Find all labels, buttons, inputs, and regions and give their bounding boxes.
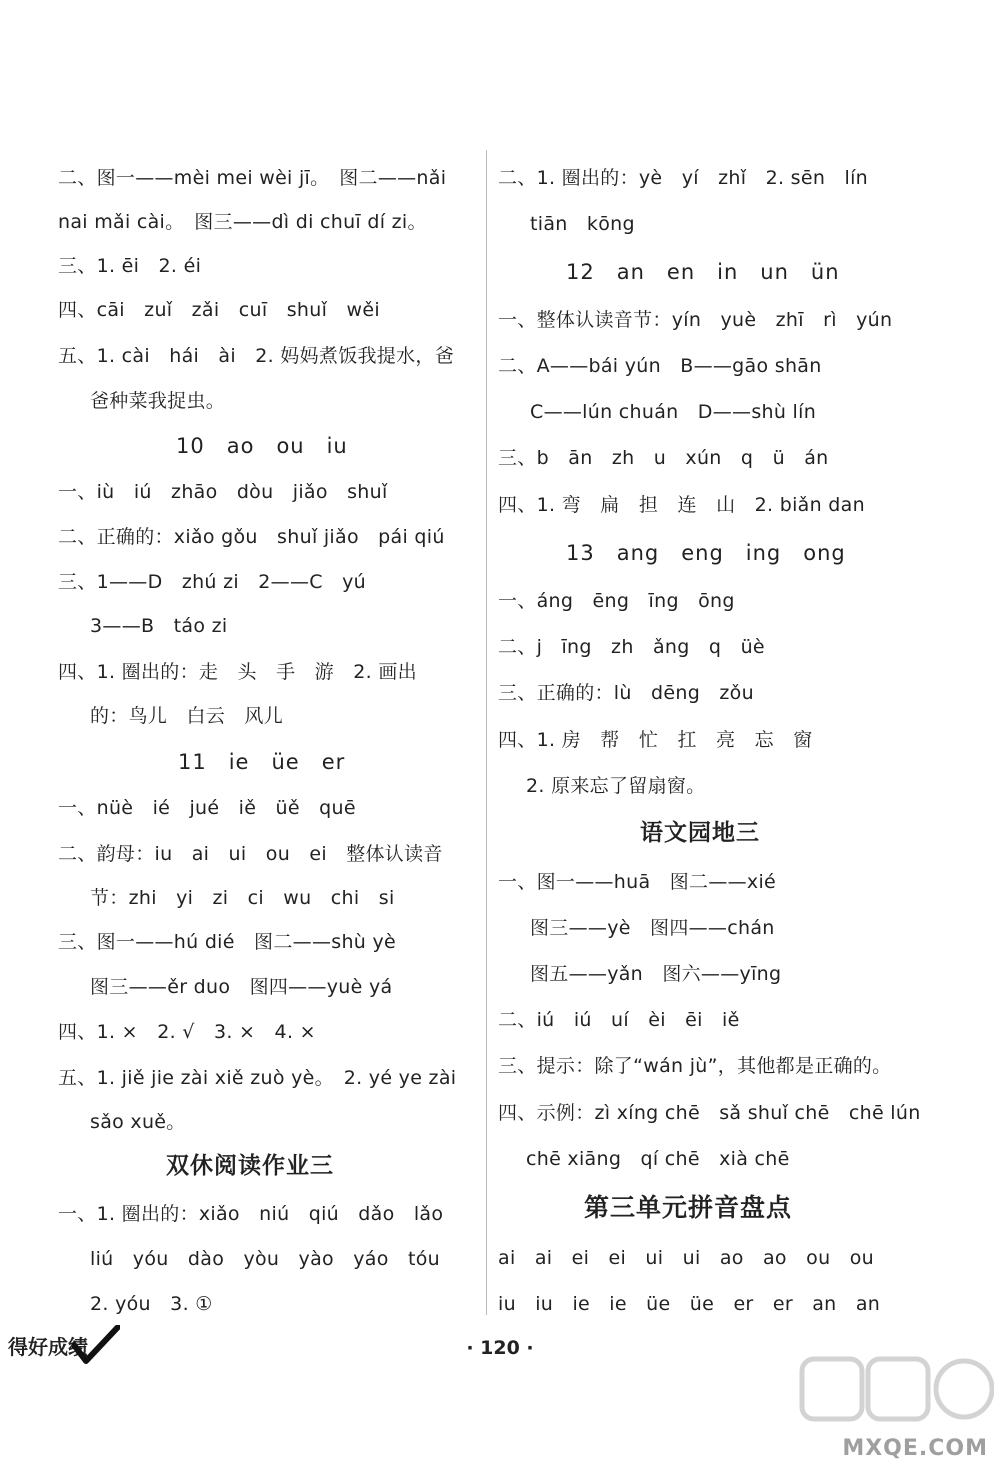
- answer-line: 2. yóu 3. ①: [90, 1293, 213, 1315]
- answer-line: iu iu ie ie üe üe er er an an: [498, 1293, 881, 1315]
- answer-line: nai mǎi cài。 图三——dì di chuī dí zi。: [58, 211, 427, 233]
- answer-line: liú yóu dào yòu yào yáo tóu: [90, 1248, 440, 1270]
- answer-line: ai ai ei ei ui ui ao ao ou ou: [498, 1247, 874, 1269]
- section-heading-11: 11 ie üe er: [178, 750, 346, 774]
- answer-line: 一、图一——huā 图二——xié: [498, 871, 777, 893]
- answer-line: 二、正确的：xiǎo gǒu shuǐ jiǎo pái qiú: [58, 526, 445, 548]
- answer-line: 一、整体认读音节：yín yuè zhī rì yún: [498, 309, 893, 331]
- section-heading-yuwen: 语文园地三: [640, 820, 760, 846]
- section-heading-13: 13 ang eng ing ong: [566, 541, 846, 565]
- answer-line: 二、1. 圈出的：yè yí zhǐ 2. sēn lín: [498, 167, 869, 189]
- section-heading-10: 10 ao ou iu: [176, 434, 348, 458]
- answer-line: 三、1. ēi 2. éi: [58, 255, 202, 277]
- answer-line: 二、A——bái yún B——gāo shān: [498, 355, 822, 377]
- answer-line: 三、b ān zh u xún q ü án: [498, 447, 829, 469]
- answer-line: 二、图一——mèi mei wèi jī。 图二——nǎi: [58, 167, 447, 189]
- answer-line: 二、韵母：iu ai ui ou ei 整体认读音: [58, 843, 443, 865]
- answer-line: 四、1. 房 帮 忙 扛 亮 忘 窗: [498, 729, 813, 751]
- answer-line: 3——B táo zi: [90, 615, 228, 637]
- page-number: · 120 ·: [466, 1337, 534, 1359]
- answer-line: 四、1. × 2. √ 3. × 4. ×: [58, 1021, 316, 1043]
- answer-line: 的：鸟儿 白云 风儿: [90, 705, 284, 727]
- answer-line: 三、1——D zhú zi 2——C yú: [58, 571, 367, 593]
- answer-line: 图三——ěr duo 图四——yuè yá: [90, 976, 393, 998]
- column-divider: [486, 150, 487, 1315]
- answer-line: C——lún chuán D——shù lín: [530, 401, 817, 423]
- answer-line: 二、iú iú uí èi ēi iě: [498, 1009, 740, 1031]
- answer-line: 爸种菜我捉虫。: [90, 390, 226, 412]
- answer-line: 节：zhi yi zi ci wu chi si: [90, 887, 395, 909]
- answer-line: 四、1. 弯 扁 担 连 山 2. biǎn dan: [498, 494, 865, 516]
- answer-line: 五、1. cài hái ài 2. 妈妈煮饭我提水，爸: [58, 345, 454, 367]
- answer-line: sǎo xuě。: [90, 1111, 186, 1133]
- answer-line: 三、图一——hú dié 图二——shù yè: [58, 931, 397, 953]
- answer-line: 二、j īng zh ǎng q üè: [498, 636, 765, 658]
- answer-line: 四、示例：zì xíng chē sǎ shuǐ chē chē lún: [498, 1102, 921, 1124]
- answer-line: 一、iù iú zhāo dòu jiǎo shuǐ: [58, 481, 388, 503]
- answer-line: 一、nüè ié jué iě üě quē: [58, 797, 356, 819]
- answer-line: 一、áng ēng īng ōng: [498, 590, 735, 612]
- section-heading-pinyin: 第三单元拼音盘点: [584, 1193, 793, 1222]
- watermark-text: MXQE.COM: [842, 1436, 988, 1461]
- answer-line: chē xiāng qí chē xià chē: [526, 1148, 790, 1170]
- answer-line: 五、1. jiě jie zài xiě zuò yè。 2. yé ye zài: [58, 1067, 457, 1089]
- answer-line: 一、1. 圈出的：xiǎo niú qiú dǎo lǎo: [58, 1203, 444, 1225]
- section-heading-12: 12 an en in un ün: [566, 260, 840, 284]
- answer-line: 四、cāi zuǐ zǎi cuī shuǐ wěi: [58, 299, 380, 321]
- answer-line: 图三——yè 图四——chán: [530, 917, 775, 939]
- answer-line: 图五——yǎn 图六——yīng: [530, 963, 782, 985]
- section-heading-reading: 双休阅读作业三: [166, 1153, 334, 1179]
- answer-line: 2. 原来忘了留扇窗。: [526, 775, 706, 797]
- answer-line: tiān kōng: [530, 213, 635, 235]
- answer-line: 四、1. 圈出的：走 头 手 游 2. 画出: [58, 661, 417, 683]
- answer-line: 三、正确的：lù dēng zǒu: [498, 682, 754, 704]
- answer-line: 三、提示：除了“wán jù”，其他都是正确的。: [498, 1055, 892, 1077]
- brand-text: 得好成绩: [8, 1335, 88, 1359]
